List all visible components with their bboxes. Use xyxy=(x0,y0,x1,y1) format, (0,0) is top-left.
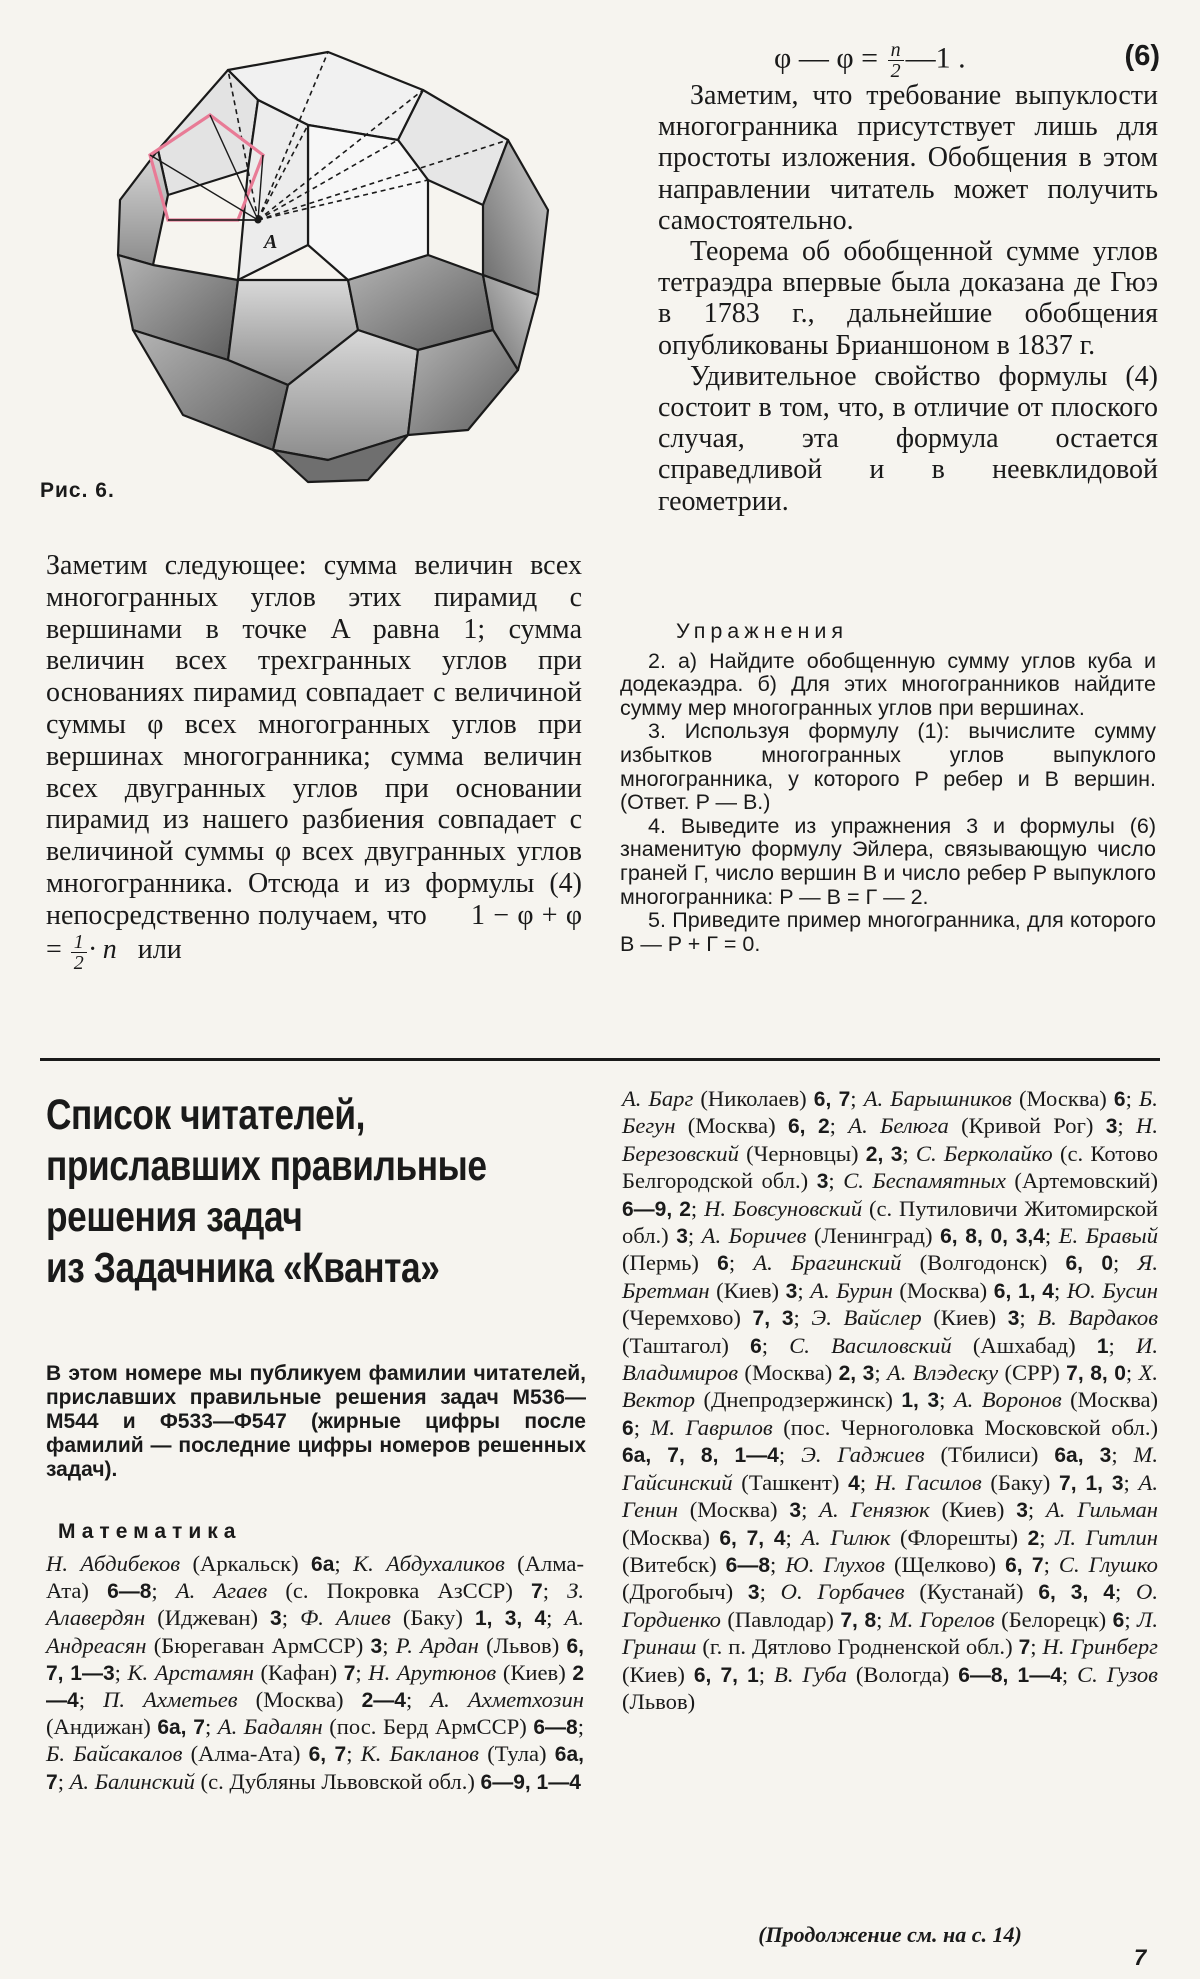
reader-place: (Кафан) xyxy=(253,1659,344,1685)
reader-name: А. Бадалян xyxy=(217,1714,323,1740)
reader-name: А. Агаев xyxy=(175,1578,268,1604)
reader-place: (Киев) xyxy=(921,1305,1008,1331)
fraction-numerator: 1 xyxy=(71,932,87,953)
reader-name: С. Берколайко xyxy=(915,1140,1053,1166)
reader-problems: 3 xyxy=(785,1279,798,1303)
reader-entry xyxy=(819,1497,1028,1522)
reader-name: А. Гилюк xyxy=(801,1524,891,1550)
reader-place: (Москва) xyxy=(622,1524,720,1550)
reader-problems: 6 xyxy=(750,1334,762,1358)
reader-name: А. Белюга xyxy=(848,1113,949,1139)
reader-name: А. Барышников xyxy=(863,1086,1012,1111)
reader-place: (с. Покровка АзССР) xyxy=(267,1578,532,1604)
reader-place: (Пермь) xyxy=(622,1250,718,1276)
reader-entry xyxy=(848,1113,1117,1138)
reader-problems: 1 xyxy=(1096,1334,1109,1358)
reader-name: К. Арстамян xyxy=(127,1659,254,1685)
reader-entry xyxy=(176,1578,543,1603)
reader-place: (Львов) xyxy=(478,1632,567,1658)
exercises-section xyxy=(620,620,1156,956)
reader-problems: 7, 8 xyxy=(840,1608,877,1632)
reader-entry xyxy=(46,1551,334,1576)
paragraph-text: Заметим следующее: сумма величин всех многогранных углов этих пирамид с вершинами в точке A равна 1; сумма величин всех трехгранных углов при основаниях пирамид совпадает с величиной суммы φ всех многогранных углов при вершинах многогранника; сумма величин всех двугранных углов при основании пирамид из нашего разбиения совпадает с величиной суммы φ всех двугранных углов многогранника. Отсюда и из формулы (4) непосредственно получаем, что xyxy=(46,550,582,931)
reader-name: Ю. Бусин xyxy=(1066,1277,1158,1303)
reader-name: М. Горелов xyxy=(888,1606,995,1632)
reader-problems: 6, 1, 4 xyxy=(993,1279,1054,1303)
reader-name: С. Беспамятных xyxy=(843,1168,1006,1194)
reader-problems: 6а, 7 xyxy=(157,1716,205,1740)
reader-problems: 6 xyxy=(717,1252,729,1276)
reader-problems: 6, 7 xyxy=(308,1743,347,1767)
reader-place: (Москва) xyxy=(237,1687,362,1713)
reader-entry xyxy=(218,1714,578,1739)
reader-place: (Ашхабад) xyxy=(951,1332,1097,1358)
reader-problems: 2 xyxy=(1027,1526,1040,1550)
reader-entry xyxy=(128,1660,356,1685)
reader-entry xyxy=(889,1607,1124,1632)
reader-place: (пос. Черноголовка Московской обл.) xyxy=(772,1414,1158,1440)
continued-note: (Продолжение см. на с. 14) xyxy=(758,1922,1022,1947)
title-line: из Задачника «Кванта» xyxy=(46,1244,440,1292)
vertex-a-label: A xyxy=(264,231,278,253)
reader-problems: 2—4 xyxy=(46,1661,585,1713)
reader-problems: 3 xyxy=(816,1170,829,1194)
reader-place: (Таштагол) xyxy=(622,1332,751,1358)
reader-place: (СРР) xyxy=(998,1360,1067,1386)
reader-name: А. Воронов xyxy=(953,1387,1062,1413)
reader-name: Н. Березовский xyxy=(622,1113,1159,1166)
reader-entry xyxy=(801,1442,1111,1467)
formula-inline-right: · n xyxy=(88,934,117,966)
reader-name: А. Ахметхозин xyxy=(430,1687,584,1713)
reader-place: (Андижан) xyxy=(46,1714,158,1740)
reader-name: М. Гайсинский xyxy=(622,1442,1158,1495)
reader-entry xyxy=(46,1741,346,1766)
reader-entry xyxy=(887,1360,1126,1385)
reader-problems: 6, 8, 0, 3,4 xyxy=(940,1225,1045,1249)
reader-place: (Артемовский) xyxy=(1005,1168,1158,1194)
reader-name: Р. Ардан xyxy=(395,1632,479,1658)
reader-place: (Флорешты) xyxy=(890,1524,1028,1550)
reader-problems: 4 xyxy=(848,1471,860,1495)
formula-6-fraction xyxy=(888,40,904,81)
paragraph: Теорема об обобщенной сумме углов тетраэдра впервые была доказана де Гюэ в 1783 г., дальнейшие обобщения опубликованы Брианшоном в 1837 г. xyxy=(658,236,1158,361)
reader-place: (Москва) xyxy=(1011,1086,1114,1111)
reader-name: С. Гузов xyxy=(1077,1661,1158,1687)
reader-problems: 7, 3 xyxy=(752,1307,794,1331)
reader-name: Н. Гасилов xyxy=(874,1469,982,1495)
reader-problems: 7 xyxy=(343,1661,356,1685)
reader-name: М. Гаврилов xyxy=(650,1414,773,1440)
reader-name: А. Брагинский xyxy=(753,1250,902,1276)
left-column-text xyxy=(46,550,582,973)
reader-problems: 6—9, 1—4 xyxy=(480,1770,581,1794)
reader-problems: 6, 7, 1—3 xyxy=(46,1634,584,1685)
readers-list-continued: А. Барг (Николаев) 6, 7; А. Барышников (Москва) 6; Б. Бегун (Москва) 6, 2; А. Белюга (Кривой Рог) 3; Н. Березовский (Черновцы) 2, 3; С. Берколайко (с. Котово Белгородской обл.) 3; С. Беспамятных (Артемовский) 6—9, 2; Н. Бовсуновский (с. Путиловичи Житомирской обл.) 3; А. Боричев (Ленинград) 6, 8, 0, 3,4; Е. Бравый (Пермь) 6; А. Брагинский (Волгодонск) 6, 0; Я. Бретман (Киев) 3; А. Бурин (Москва) 6, 1, 4; Ю. Бусин (Черемхово) 7, 3; Э. Вайслер (Киев) 3; В. Вардаков (Таштагол) 6; С. Василовский (Ашхабад) 1; И. Владимиров (Москва) 2, 3; А. Влэдеску (СРР) 7, 8, 0; Х. Вектор (Днепродзержинск) 1, 3; А. Воронов (Москва) 6; М. Гаврилов (пос. Черноголовка Московской обл.) 6а, 7, 8, 1—4; Э. Гаджиев (Тбилиси) 6а, 3; М. Гайсинский (Ташкент) 4; Н. Гасилов (Баку) 7, 1, 3; А. Генин (Москва) 3; А. Генязюк (Киев) 3; А. Гильман (Москва) 6, 7, 4; А. Гилюк (Флорешты) 2; Л. Гитлин (Витебск) 6—8; Ю. Глухов (Щелково) 6, 7; С. Глушко (Дрогобыч) 3; О. Горбачев (Кустанай) 6, 3, 4; О. Гордиенко (Павлодар) 7, 8; М. Горелов (Белорецк) 6; Л. Гринаш (г. п. Дятлово Гродненской обл.) 7; Н. Гринберг (Киев) 6, 7, 1; В. Губа (Вологда) 6—8, 1—4; С. Гузов (Львов) xyxy=(622,1086,1159,1714)
reader-place: (г. п. Дятлово Гродненской обл.) xyxy=(696,1634,1019,1660)
paragraph: Удивительное свойство формулы (4) состоит в том, что, в отличие от плоского случая, эта формула остается справедливой и в неевклидовой геометрии. xyxy=(658,360,1158,517)
reader-entry xyxy=(785,1552,1043,1577)
reader-place: (Черемхово) xyxy=(622,1305,753,1331)
right-column-text xyxy=(658,80,1158,517)
formula-inline-fraction xyxy=(71,932,87,973)
polyhedron-figure xyxy=(98,30,568,490)
reader-place: (Кустанай) xyxy=(904,1579,1039,1605)
reader-name: А. Балинский xyxy=(69,1768,195,1794)
reader-place: (с. Дубляны Львовской обл.) xyxy=(194,1768,481,1794)
reader-problems: 6а, 3 xyxy=(1054,1444,1112,1468)
reader-name: Х. Вектор xyxy=(622,1360,1159,1413)
figure-caption: Рис. 6. xyxy=(40,479,115,502)
reader-place: (Ленинград) xyxy=(806,1223,941,1249)
reader-name: Б. Байсакалов xyxy=(46,1741,183,1767)
reader-place: (Тбилиси) xyxy=(924,1442,1055,1468)
reader-place: (Киев) xyxy=(929,1497,1017,1523)
reader-problems: 1, 3 xyxy=(901,1389,940,1413)
reader-name: Я. Бретман xyxy=(622,1250,1158,1303)
formula-6-rhs: —1 . xyxy=(905,41,966,75)
reader-problems: 3 xyxy=(789,1499,802,1523)
reader-problems: 6, 7 xyxy=(1005,1553,1044,1577)
formula-tail: или xyxy=(137,934,182,966)
section-divider xyxy=(40,1058,1160,1061)
reader-place: (Павлодар) xyxy=(720,1606,841,1632)
reader-problems: 6, 3, 4 xyxy=(1038,1581,1115,1605)
reader-problems: 7 xyxy=(531,1580,543,1604)
reader-place: (Киев) xyxy=(496,1659,573,1685)
exercise-item: 2. а) Найдите обобщенную сумму углов куба и додекаэдра. б) Для этих многогранников найдите сумму мер многогранных углов при вершинах. xyxy=(620,648,1156,720)
paragraph: Заметим, что требование выпуклости многогранника присутствует лишь для простоты изложения. Обобщения в этом направлении читатель может получить самостоятельно. xyxy=(658,80,1158,236)
reader-name: С. Глушко xyxy=(1058,1551,1158,1577)
reader-name: П. Ахметьев xyxy=(103,1687,238,1713)
paragraph xyxy=(46,550,582,973)
reader-entry xyxy=(864,1086,1126,1111)
reader-entry xyxy=(70,1769,581,1794)
reader-entry xyxy=(781,1579,1115,1604)
reader-name: А. Генязюк xyxy=(819,1497,930,1523)
reader-problems: 6а xyxy=(311,1553,335,1576)
math-readers-list: Н. Абдибеков (Аркальск) 6а; К. Абдухаликов (Алма-Ата) 6—8; А. Агаев (с. Покровка АзССР) 7; З. Алавердян (Иджеван) 3; Ф. Алиев (Баку) 1, 3, 4; А. Андреасян (Бюрегаван АрмССР) 3; Р. Ардан (Львов) 6, 7, 1—3; К. Арстамян (Кафан) 7; Н. Арутюнов (Киев) 2—4; П. Ахметьев (Москва) 2—4; А. Ахметхозин (Андижан) 6а, 7; А. Бадалян (пос. Берд АрмССР) 6—8; Б. Байсакалов (Алма-Ата) 6, 7; К. Бакланов (Тула) 6а, 7; А. Балинский (с. Дубляны Львовской обл.) 6—9, 1—4 xyxy=(46,1551,585,1794)
reader-entry xyxy=(875,1470,1124,1495)
reader-entry xyxy=(789,1333,1108,1358)
reader-name: А. Андреасян xyxy=(46,1605,584,1658)
title-line: Список читателей, xyxy=(46,1091,365,1139)
reader-problems: 6—9, 2 xyxy=(622,1197,691,1221)
reader-name: Н. Абдибеков xyxy=(46,1551,181,1576)
reader-place: (Щелково) xyxy=(884,1551,1006,1577)
reader-name: Н. Бовсуновский xyxy=(704,1195,863,1221)
formula-inline-left: 1 − φ + φ = xyxy=(46,899,583,966)
reader-name: Э. Вайслер xyxy=(811,1305,922,1331)
reader-problems: 6, 7 xyxy=(813,1088,851,1111)
reader-place: (Дрогобыч) xyxy=(622,1579,748,1605)
reader-place: (Днепродзержинск) xyxy=(695,1387,902,1413)
reader-problems: 6 xyxy=(622,1416,634,1440)
reader-name: Ю. Глухов xyxy=(785,1551,885,1577)
reader-name: З. Алавердян xyxy=(46,1578,584,1631)
reader-problems: 6а, 7, 8, 1—4 xyxy=(622,1444,779,1468)
reader-problems: 6, 2 xyxy=(787,1115,830,1139)
reader-entry xyxy=(774,1662,1062,1687)
exercise-item: 4. Выведите из упражнения 3 и формулы (6) знаменитую формулу Эйлера, связывающую число граней Г, число вершин B и число ребер P выпуклого многогранника: P — B = Г — 2. xyxy=(620,813,1156,909)
reader-problems: 7, 1, 3 xyxy=(1059,1471,1124,1495)
reader-entry xyxy=(300,1605,546,1630)
reader-place: (Алма-Ата) xyxy=(46,1551,584,1604)
reader-name: А. Барг xyxy=(622,1086,694,1111)
fraction-denominator: 2 xyxy=(890,60,901,82)
reader-name: А. Бурин xyxy=(810,1277,893,1303)
reader-place: (Николаев) xyxy=(693,1086,814,1111)
reader-place: (Баку) xyxy=(390,1605,475,1631)
reader-name: Е. Бравый xyxy=(1058,1223,1158,1249)
reader-problems: 1, 3, 4 xyxy=(474,1607,547,1631)
reader-name: А. Генин xyxy=(622,1469,1158,1523)
reader-entry xyxy=(753,1250,1113,1275)
reader-place: (Черновцы) xyxy=(738,1140,866,1166)
reader-place: (Киев) xyxy=(709,1277,786,1303)
reader-problems: 6—8 xyxy=(107,1580,152,1604)
exercises-heading: Упражнения xyxy=(676,619,848,643)
reader-name: О. Гордиенко xyxy=(622,1579,1158,1632)
reader-name: Н. Гринберг xyxy=(1042,1634,1158,1660)
reader-place: (Москва) xyxy=(738,1360,839,1386)
reader-place: (Ташкент) xyxy=(732,1469,849,1495)
reader-problems: 3 xyxy=(1016,1499,1028,1523)
reader-problems: 2—4 xyxy=(361,1689,406,1713)
reader-place: (Киев) xyxy=(622,1661,694,1687)
fraction-numerator: n xyxy=(888,40,904,61)
reader-problems: 7 xyxy=(1018,1636,1031,1660)
reader-problems: 6, 0 xyxy=(1065,1252,1114,1276)
reader-problems: 6а, 7 xyxy=(46,1743,584,1794)
reader-place: (с. Котово Белгородской обл.) xyxy=(622,1140,1159,1194)
reader-name: Ф. Алиев xyxy=(300,1605,391,1631)
reader-name: Л. Гитлин xyxy=(1055,1524,1158,1550)
reader-entry xyxy=(103,1687,406,1712)
reader-place: (Алма-Ата) xyxy=(182,1741,309,1767)
reader-entry xyxy=(810,1278,1054,1303)
formula-6-number: (6) xyxy=(1124,40,1160,72)
reader-place: (с. Путиловичи Житомирской обл.) xyxy=(622,1195,1158,1249)
reader-name: И. Владимиров xyxy=(622,1332,1158,1386)
reader-name: В. Вардаков xyxy=(1037,1305,1158,1331)
reader-entry xyxy=(702,1223,1045,1248)
reader-problems: 3 xyxy=(370,1634,383,1658)
reader-name: В. Губа xyxy=(774,1661,847,1687)
formula-6-lhs: φ — φ = xyxy=(774,41,886,75)
list-title xyxy=(46,1090,513,1294)
formula-6 xyxy=(760,30,1160,86)
formula-6-expression xyxy=(774,40,966,81)
reader-name: С. Василовский xyxy=(789,1332,952,1358)
reader-place: (Львов) xyxy=(622,1688,696,1714)
reader-problems: 7, 8, 0 xyxy=(1066,1362,1126,1386)
reader-problems: 6—8, 1—4 xyxy=(958,1663,1062,1687)
reader-place: (Бюрегаван АрмССР) xyxy=(146,1632,371,1658)
reader-place: (Москва) xyxy=(675,1113,788,1139)
reader-place: (Витебск) xyxy=(622,1551,726,1577)
reader-problems: 6, 7, 4 xyxy=(719,1526,786,1550)
reader-problems: 6—8 xyxy=(725,1553,771,1577)
reader-problems: 3 xyxy=(270,1607,282,1631)
exercise-item: 3. Используя формулу (1): вычислите сумму избытков многогранных углов выпуклого многогранника, у которого P ребер и B вершин. (Ответ. P — B.) xyxy=(620,719,1156,815)
reader-problems: 6 xyxy=(1112,1608,1125,1632)
reader-problems: 3 xyxy=(676,1225,688,1249)
reader-place: (Москва) xyxy=(1061,1387,1158,1413)
reader-name: К. Бакланов xyxy=(360,1741,479,1767)
reader-name: К. Абдухаликов xyxy=(353,1551,505,1576)
reader-place: (Москва) xyxy=(677,1497,790,1523)
list-intro: В этом номере мы публикуем фамилии читателей, приславших правильные решения задач М536—М544 и Ф533—Ф547 (жирные цифры после фамилий — последние цифры номеров решенных задач). xyxy=(46,1362,586,1481)
title-line: решения задач xyxy=(46,1193,303,1241)
reader-name: А. Боричев xyxy=(701,1223,807,1249)
reader-problems: 6 xyxy=(1113,1088,1126,1111)
reader-place: (пос. Берд АрмССР) xyxy=(322,1714,534,1740)
reader-place: (Вологда) xyxy=(846,1661,959,1687)
reader-problems: 2, 3 xyxy=(838,1362,875,1386)
fraction-denominator: 2 xyxy=(73,951,84,974)
reader-problems: 2, 3 xyxy=(865,1142,903,1166)
reader-name: Б. Бегун xyxy=(622,1086,1158,1139)
reader-entry xyxy=(622,1086,850,1111)
reader-place: (Белорецк) xyxy=(994,1606,1113,1632)
reader-name: Э. Гаджиев xyxy=(801,1442,925,1468)
reader-name: А. Гильман xyxy=(1045,1497,1159,1523)
reader-name: О. Горбачев xyxy=(780,1579,905,1605)
title-line: приславших правильные xyxy=(46,1142,487,1190)
reader-problems: 3 xyxy=(1007,1307,1020,1331)
reader-problems: 3 xyxy=(1105,1115,1118,1139)
reader-problems: 6, 7, 1 xyxy=(693,1663,759,1687)
reader-place: (Волгодонск) xyxy=(901,1250,1066,1276)
math-heading: Математика xyxy=(58,1520,242,1543)
reader-entry xyxy=(811,1305,1019,1330)
page-number: 7 xyxy=(1134,1945,1147,1970)
exercise-item: 5. Приведите пример многогранника, для которого B — P + Г = 0. xyxy=(620,908,1156,956)
reader-name: Н. Арутюнов xyxy=(368,1659,497,1685)
reader-place: (Аркальск) xyxy=(180,1551,312,1576)
reader-entry xyxy=(801,1525,1039,1550)
reader-place: (Баку) xyxy=(981,1469,1060,1495)
reader-problems: 3 xyxy=(747,1581,760,1605)
reader-problems: 6—8 xyxy=(533,1716,578,1740)
reader-place: (Москва) xyxy=(892,1277,994,1303)
reader-name: А. Влэдеску xyxy=(887,1360,999,1386)
reader-place: (Кривой Рог) xyxy=(948,1113,1106,1139)
reader-place: (Иджеван) xyxy=(145,1605,271,1631)
reader-name: Л. Гринаш xyxy=(622,1606,1158,1660)
reader-place: (Тула) xyxy=(479,1741,555,1767)
